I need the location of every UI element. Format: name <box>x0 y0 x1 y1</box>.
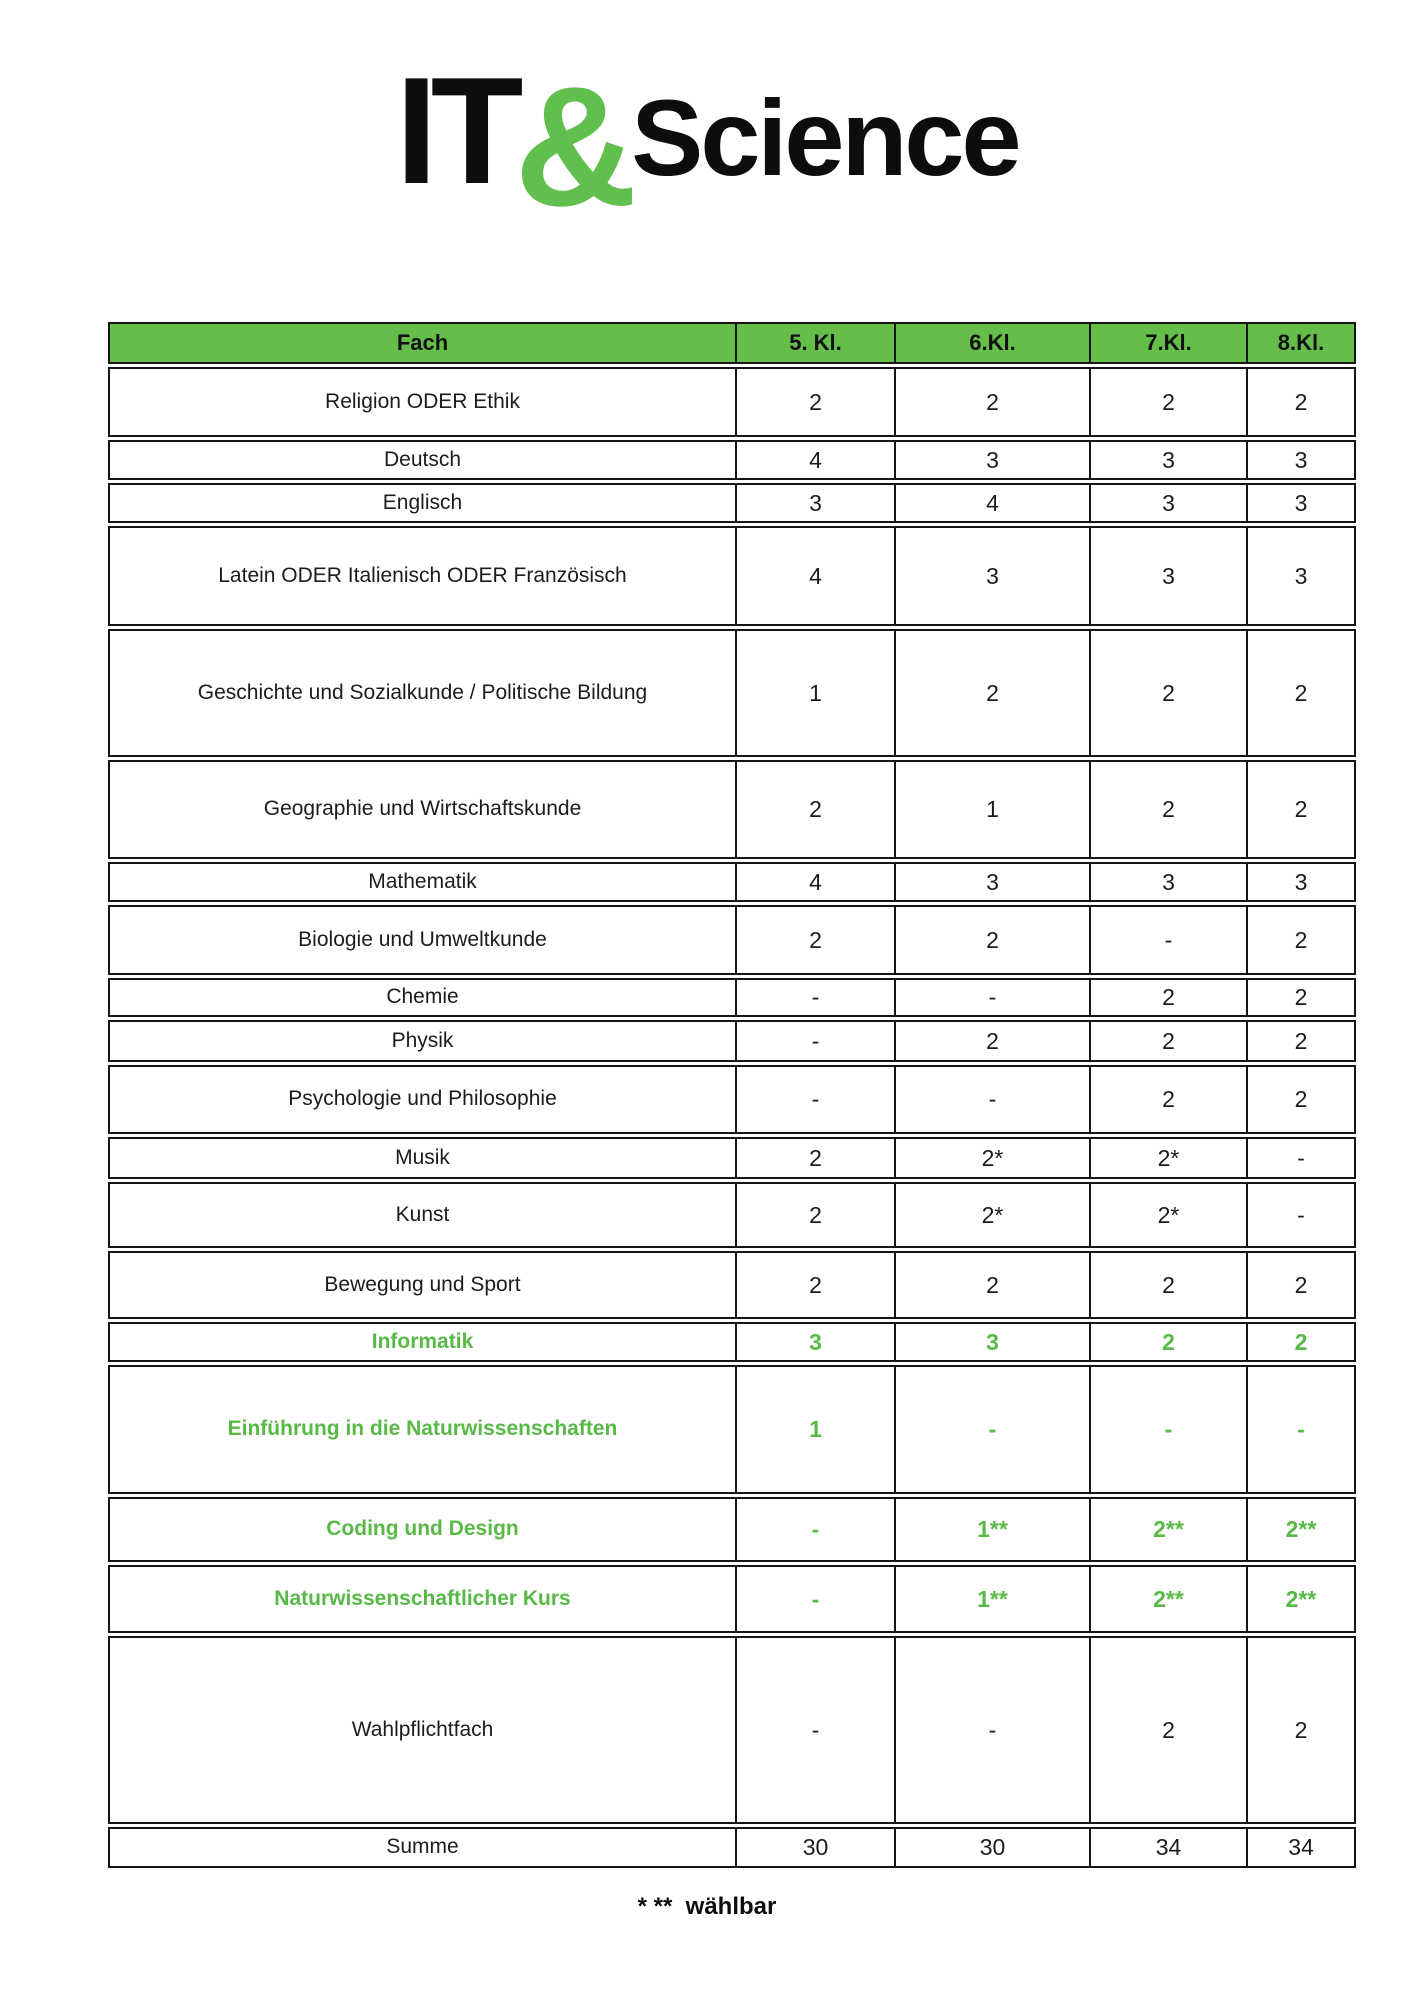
value-cell: 2 <box>735 369 894 435</box>
value-cell: 4 <box>735 864 894 900</box>
value-cell: 2 <box>1246 369 1354 435</box>
value-cell: 2 <box>1246 1324 1354 1360</box>
value-cell: 2 <box>1089 631 1246 755</box>
value-cell: 2 <box>735 1139 894 1177</box>
table-row <box>108 440 1356 480</box>
value-cell: 1** <box>894 1567 1089 1631</box>
value-cell: 2 <box>1089 1638 1246 1822</box>
subject-cell: Geschichte und Sozialkunde / Politische Bildung <box>197 680 648 704</box>
logo <box>0 40 1414 242</box>
table-row <box>108 1182 1356 1248</box>
value-cell: 2 <box>1089 1253 1246 1317</box>
value-cell: 2 <box>894 1022 1089 1060</box>
value-cell: - <box>894 980 1089 1015</box>
header-cell-kl6: 6.Kl. <box>894 324 1089 362</box>
value-cell: 2* <box>1089 1184 1246 1246</box>
subject-cell: Wahlpflichtfach <box>351 1717 494 1741</box>
value-cell: 34 <box>1246 1829 1354 1866</box>
value-cell: 2 <box>1246 980 1354 1015</box>
value-cell: 1 <box>735 631 894 755</box>
value-cell: 3 <box>894 528 1089 624</box>
value-cell: 2* <box>1089 1139 1246 1177</box>
logo-science-text: Science <box>631 77 1019 198</box>
value-cell: - <box>735 1067 894 1132</box>
value-cell: 2 <box>1089 1022 1246 1060</box>
table-body <box>108 367 1356 1868</box>
value-cell: - <box>894 1367 1089 1492</box>
table-row <box>108 1251 1356 1319</box>
subject-cell: Biologie und Umweltkunde <box>298 927 547 951</box>
value-cell: 3 <box>894 864 1089 900</box>
subject-cell: Latein ODER Italienisch ODER Französisch <box>218 563 627 587</box>
subject-cell: Religion ODER Ethik <box>325 389 520 413</box>
value-cell: 34 <box>1089 1829 1246 1866</box>
table-row <box>108 862 1356 902</box>
subject-cell: Chemie <box>386 985 459 1009</box>
table-row <box>108 1137 1356 1179</box>
value-cell: 4 <box>735 528 894 624</box>
subject-cell: Coding und Design <box>326 1517 519 1541</box>
value-cell: 2 <box>894 631 1089 755</box>
value-cell: 3 <box>1089 528 1246 624</box>
value-cell: - <box>735 980 894 1015</box>
header-cell-kl7: 7.Kl. <box>1089 324 1246 362</box>
value-cell: 4 <box>894 485 1089 521</box>
value-cell: 1 <box>894 762 1089 857</box>
subject-cell: Summe <box>386 1835 459 1859</box>
table-row <box>108 367 1356 437</box>
value-cell: 30 <box>894 1829 1089 1866</box>
subject-cell: Naturwissenschaftlicher Kurs <box>274 1586 571 1610</box>
value-cell: 2 <box>1089 980 1246 1015</box>
value-cell: 2** <box>1089 1499 1246 1560</box>
value-cell: 2 <box>735 907 894 973</box>
table-row <box>108 1065 1356 1134</box>
value-cell: 1** <box>894 1499 1089 1560</box>
curriculum-table <box>108 322 1356 1871</box>
value-cell: 3 <box>1089 864 1246 900</box>
value-cell: 2 <box>735 762 894 857</box>
value-cell: 2 <box>1246 1067 1354 1132</box>
subject-cell: Informatik <box>371 1329 474 1353</box>
value-cell: 2 <box>735 1184 894 1246</box>
value-cell: - <box>735 1499 894 1560</box>
value-cell: 2** <box>1246 1499 1354 1560</box>
value-cell: 4 <box>735 442 894 478</box>
value-cell: 2** <box>1089 1567 1246 1631</box>
value-cell: 2** <box>1246 1567 1354 1631</box>
value-cell: 3 <box>1246 864 1354 900</box>
value-cell: - <box>1089 907 1246 973</box>
table-row <box>108 1497 1356 1562</box>
value-cell: 3 <box>735 1324 894 1360</box>
table-row <box>108 1322 1356 1362</box>
subject-cell: Physik <box>391 1028 454 1052</box>
table-row <box>108 1565 1356 1633</box>
value-cell: 2 <box>1089 762 1246 857</box>
value-cell: 2 <box>735 1253 894 1317</box>
value-cell: 2* <box>894 1139 1089 1177</box>
value-cell: 2 <box>1246 907 1354 973</box>
table-row <box>108 483 1356 523</box>
value-cell: 2 <box>1246 1022 1354 1060</box>
table-row <box>108 978 1356 1017</box>
logo-it-text: IT <box>395 46 517 216</box>
table-row <box>108 905 1356 975</box>
value-cell: 2 <box>894 369 1089 435</box>
table-row <box>108 760 1356 859</box>
value-cell: 2 <box>1089 369 1246 435</box>
header-cell-kl5: 5. Kl. <box>735 324 894 362</box>
value-cell: - <box>894 1638 1089 1822</box>
value-cell: - <box>735 1638 894 1822</box>
value-cell: 2 <box>1246 1638 1354 1822</box>
logo-ampersand: & <box>514 52 638 242</box>
value-cell: 3 <box>1246 485 1354 521</box>
value-cell: 30 <box>735 1829 894 1866</box>
header-cell-fach: Fach <box>396 330 449 356</box>
subject-cell: Einführung in die Naturwissenschaften <box>227 1417 618 1441</box>
value-cell: 2 <box>1246 631 1354 755</box>
table-row <box>108 526 1356 626</box>
table-row <box>108 629 1356 757</box>
value-cell: 3 <box>894 442 1089 478</box>
value-cell: - <box>735 1022 894 1060</box>
value-cell: 1 <box>735 1367 894 1492</box>
table-header-row <box>108 322 1356 364</box>
table-row <box>108 1020 1356 1062</box>
table-row <box>108 1827 1356 1868</box>
value-cell: 3 <box>735 485 894 521</box>
value-cell: - <box>1246 1139 1354 1177</box>
value-cell: 3 <box>1089 442 1246 478</box>
value-cell: - <box>1089 1367 1246 1492</box>
subject-cell: Kunst <box>395 1202 450 1226</box>
value-cell: 3 <box>1246 442 1354 478</box>
header-cell-kl8: 8.Kl. <box>1246 324 1354 362</box>
subject-cell: Musik <box>395 1145 450 1169</box>
subject-cell: Mathematik <box>368 869 477 893</box>
value-cell: 2 <box>894 1253 1089 1317</box>
subject-cell: Psychologie und Philosophie <box>288 1087 557 1111</box>
value-cell: 2 <box>1246 1253 1354 1317</box>
value-cell: 3 <box>1089 485 1246 521</box>
value-cell: 2 <box>1089 1067 1246 1132</box>
value-cell: 2 <box>1089 1324 1246 1360</box>
value-cell: - <box>735 1567 894 1631</box>
table-row <box>108 1636 1356 1824</box>
subject-cell: Deutsch <box>383 447 462 471</box>
subject-cell: Bewegung und Sport <box>324 1272 521 1296</box>
value-cell: - <box>1246 1367 1354 1492</box>
footnote: * ** wählbar <box>637 1893 777 1920</box>
subject-cell: Englisch <box>382 490 463 514</box>
value-cell: 3 <box>894 1324 1089 1360</box>
table-row <box>108 1365 1356 1494</box>
value-cell: - <box>1246 1184 1354 1246</box>
value-cell: - <box>894 1067 1089 1132</box>
value-cell: 2 <box>1246 762 1354 857</box>
value-cell: 2 <box>894 907 1089 973</box>
value-cell: 3 <box>1246 528 1354 624</box>
subject-cell: Geographie und Wirtschaftskunde <box>263 797 582 821</box>
value-cell: 2* <box>894 1184 1089 1246</box>
